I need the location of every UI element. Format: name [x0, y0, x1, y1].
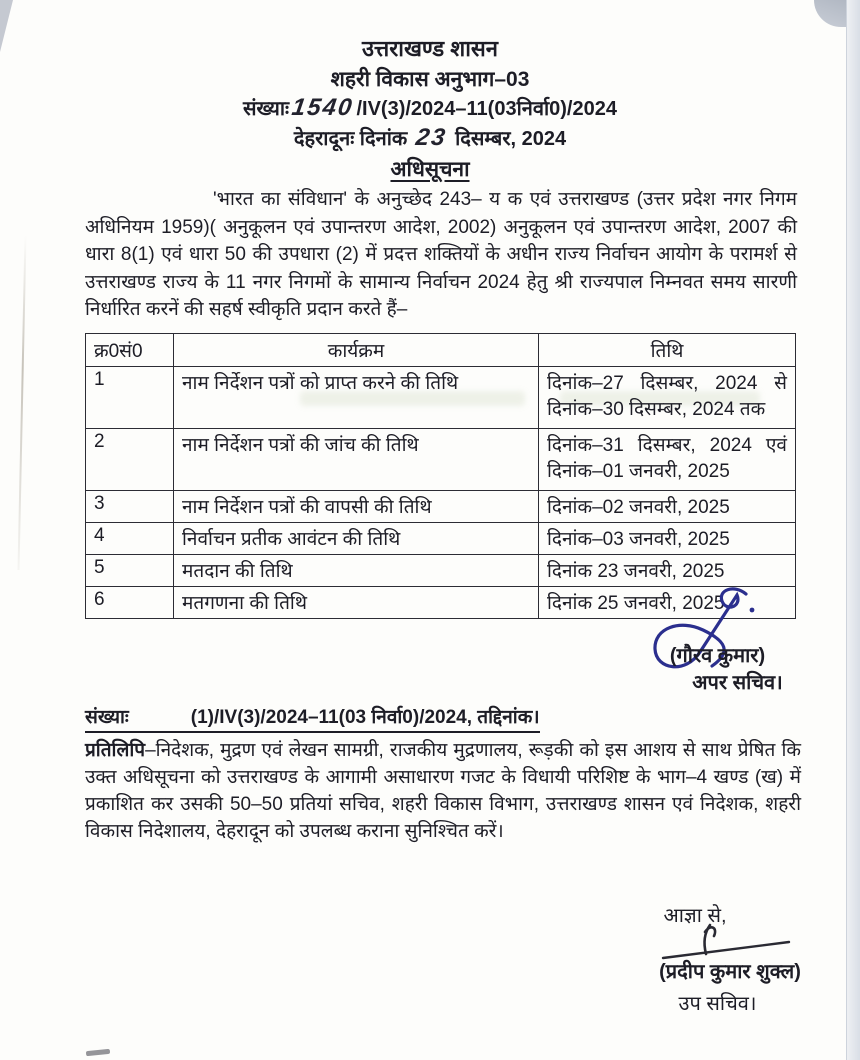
table-header-row	[86, 334, 796, 367]
copy-number-label: संख्याः	[85, 707, 129, 728]
by-order-line: आज्ञा से,	[663, 905, 727, 927]
table-row	[86, 555, 796, 587]
place-date-prefix: देहरादूनः दिनांक	[293, 128, 408, 150]
government-name: उत्तराखण्ड शासन	[361, 36, 499, 61]
cell-serial: 1	[86, 367, 174, 429]
copy-number-line	[85, 703, 540, 733]
table-row	[86, 367, 796, 429]
column-header-event: कार्यक्रम	[174, 334, 539, 367]
place-date-suffix: दिसम्बर, 2024	[455, 128, 567, 150]
table-row	[86, 491, 796, 523]
election-schedule-table	[85, 333, 796, 619]
cell-serial: 2	[86, 429, 174, 491]
signatory-name: (गौरव कुमार)	[669, 645, 766, 667]
letter-number-rest: /IV(3)/2024–11(03निर्वा0)/2024	[356, 98, 617, 120]
cell-date: दिनांक 25 जनवरी, 2025	[539, 587, 796, 619]
handwritten-date: 23	[413, 124, 449, 151]
signatory-name: (प्रदीप कुमार शुक्ल)	[659, 961, 801, 983]
cell-date: दिनांक 23 जनवरी, 2025	[539, 555, 796, 587]
cell-event: मतगणना की तिथि	[174, 587, 539, 619]
column-header-date: तिथि	[539, 334, 796, 367]
place-date-line	[0, 124, 860, 152]
cell-date: दिनांक–02 जनवरी, 2025	[539, 491, 796, 523]
copy-number-value: (1)/IV(3)/2024–11(03 निर्वा0)/2024, तद्दिनांक।	[190, 707, 540, 728]
cell-date: दिनांक–27 दिसम्बर, 2024 से दिनांक–30 दिसम्बर, 2024 तक	[539, 367, 796, 429]
endorsement-text: –निदेशक, मुद्रण एवं लेखन सामग्री, राजकीय मुद्रणालय, रूड़की को इस आशय से साथ प्रेषित कि उक्त अधिसूचना को उत्तराखण्ड के आगामी असाधारण गजट के विधायी परिशिष्ट के भाग–4 खण्ड (ख) में प्रकाशित कर उसकी 50–50 प्रतियां सचिव, शहरी विकास विभाग, उत्तराखण्ड शासन एवं निदेशक, शहरी विकास निदेशालय, देहरादून को उपलब्ध कराना सुनिश्चित करें।	[85, 740, 801, 842]
signatory-title: उप सचिव।	[678, 993, 757, 1015]
cell-event: नाम निर्देशन पत्रों की जांच की तिथि	[174, 429, 539, 491]
cell-event: नाम निर्देशन पत्रों को प्राप्त करने की तिथि	[174, 367, 539, 429]
cell-serial: 5	[86, 555, 174, 587]
handwritten-letter-number: 1540	[290, 94, 356, 121]
cell-date: दिनांक–31 दिसम्बर, 2024 एवं दिनांक–01 जनवरी, 2025	[539, 429, 796, 491]
endorsement-label: प्रतिलिपि	[85, 740, 146, 761]
table-row	[86, 523, 796, 555]
column-header-serial: क्र0सं0	[86, 334, 174, 367]
cell-event: नाम निर्देशन पत्रों की वापसी की तिथि	[174, 491, 539, 523]
scan-fold-crease	[17, 235, 26, 570]
cell-serial: 4	[86, 523, 174, 555]
cell-event: निर्वाचन प्रतीक आवंटन की तिथि	[174, 523, 539, 555]
cell-event: मतदान की तिथि	[174, 555, 539, 587]
letter-number-line	[0, 94, 860, 122]
signature-ink-pradeep-kumar	[655, 922, 795, 962]
notification-body-paragraph: 'भारत का संविधान' के अनुच्छेद 243– य क एवं उत्तराखण्ड (उत्तर प्रदेश नगर निगम अधिनियम 1959)( अनुकूलन एवं उपान्तरण आदेश, 2002) अनुकूलन एवं उपान्तरण आदेश, 2007 की धारा 8(1) एवं धारा 50 की उपधारा (2) में प्रदत्त शक्तियों के अधीन राज्य निर्वाचन आयोग के परामर्श से उत्तराखण्ड राज्य के 11 नगर निगमों के सामान्य निर्वाचन 2024 हेतु श्री राज्यपाल निम्नवत समय सारणी निर्धारित करनें की सहर्ष स्वीकृति प्रदान करते हैं–	[85, 189, 797, 320]
scan-smudge-bottom-left	[86, 1049, 110, 1056]
signatory-title: अपर सचिव।	[692, 672, 783, 694]
notification-title: अधिसूचना	[390, 158, 470, 181]
cell-date: दिनांक–03 जनवरी, 2025	[539, 523, 796, 555]
cell-serial: 6	[86, 587, 174, 619]
cell-serial: 3	[86, 491, 174, 523]
department-name: शहरी विकास अनुभाग–03	[330, 68, 530, 91]
table-row	[86, 429, 796, 491]
endorsement-paragraph	[85, 737, 801, 845]
letter-number-label: संख्याः	[243, 98, 290, 120]
